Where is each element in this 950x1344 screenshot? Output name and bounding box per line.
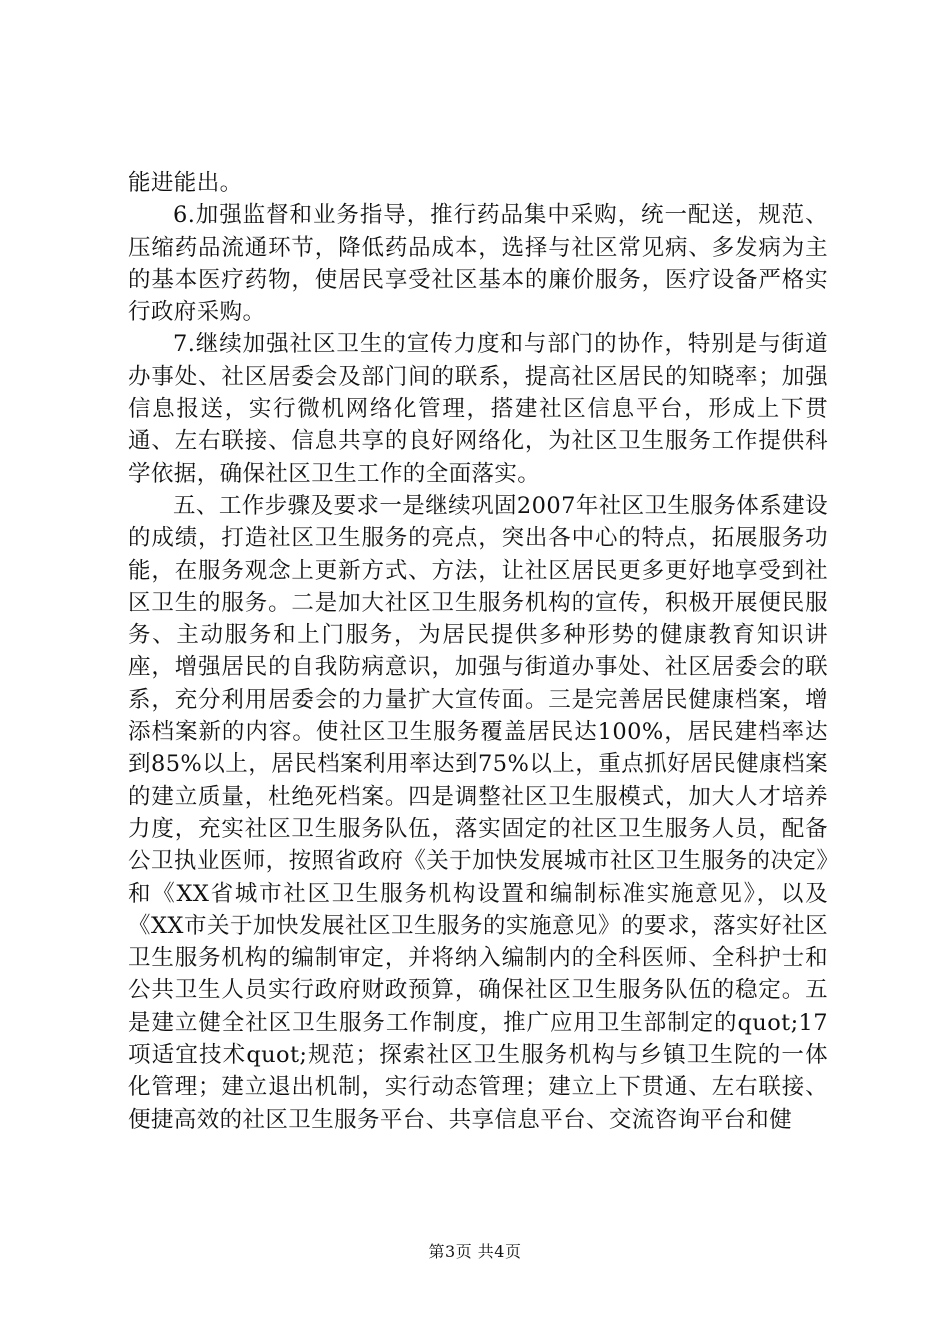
paragraph-item-6: 6.加强监督和业务指导，推行药品集中采购，统一配送，规范、压缩药品流通环节，降低药品成本，选择与社区常见病、多发病为主的基本医疗药物，使居民享受社区基本的廉价服务，医疗设备严格实行政府采购。	[128, 202, 828, 326]
paragraph-item-7: 7.继续加强社区卫生的宣传力度和与部门的协作，特别是与街道办事处、社区居委会及部门间的联系，提高社区居民的知晓率；加强信息报送，实行微机网络化管理，搭建社区信息平台，形成上下贯通、左右联接、信息共享的良好网络化，为社区卫生服务工作提供科学依据，确保社区卫生工作的全面落实。	[128, 331, 828, 487]
document-body	[128, 167, 828, 1136]
page-number-footer: 第3页 共4页	[428, 1242, 522, 1261]
paragraph-intro: 能进能出。	[128, 170, 243, 196]
paragraph-section-5: 五、工作步骤及要求一是继续巩固2007年社区卫生服务体系建设的成绩，打造社区卫生服务的亮点，突出各中心的特点，拓展服务功能，在服务观念上更新方式、方法，让社区居民更多更好地享受到社区卫生的服务。二是加大社区卫生服务机构的宣传，积极开展便民服务、主动服务和上门服务，为居民提供多种形势的健康教育知识讲座，增强居民的自我防病意识，加强与街道办事处、社区居委会的联系，充分利用居委会的力量扩大宣传面。三是完善居民健康档案，增添档案新的内容。使社区卫生服务覆盖居民达100%，居民建档率达到85%以上，居民档案利用率达到75%以上，重点抓好居民健康档案的建立质量，杜绝死档案。四是调整社区卫生服模式，加大人才培养力度，充实社区卫生服务队伍，落实固定的社区卫生服务人员，配备公卫执业医师，按照省政府《关于加快发展城市社区卫生服务的决定》和《XX省城市社区卫生服务机构设置和编制标准实施意见》，以及《XX市关于加快发展社区卫生服务的实施意见》的要求，落实好社区卫生服务机构的编制审定，并将纳入编制内的全科医师、全科护士和公共卫生人员实行政府财政预算，确保社区卫生服务队伍的稳定。五是建立健全社区卫生服务工作制度，推广应用卫生部制定的quot;17项适宜技术quot;规范；探索社区卫生服务机构与乡镇卫生院的一体化管理；建立退出机制，实行动态管理；建立上下贯通、左右联接、便捷高效的社区卫生服务平台、共享信息平台、交流咨询平台和健	[128, 492, 828, 1133]
